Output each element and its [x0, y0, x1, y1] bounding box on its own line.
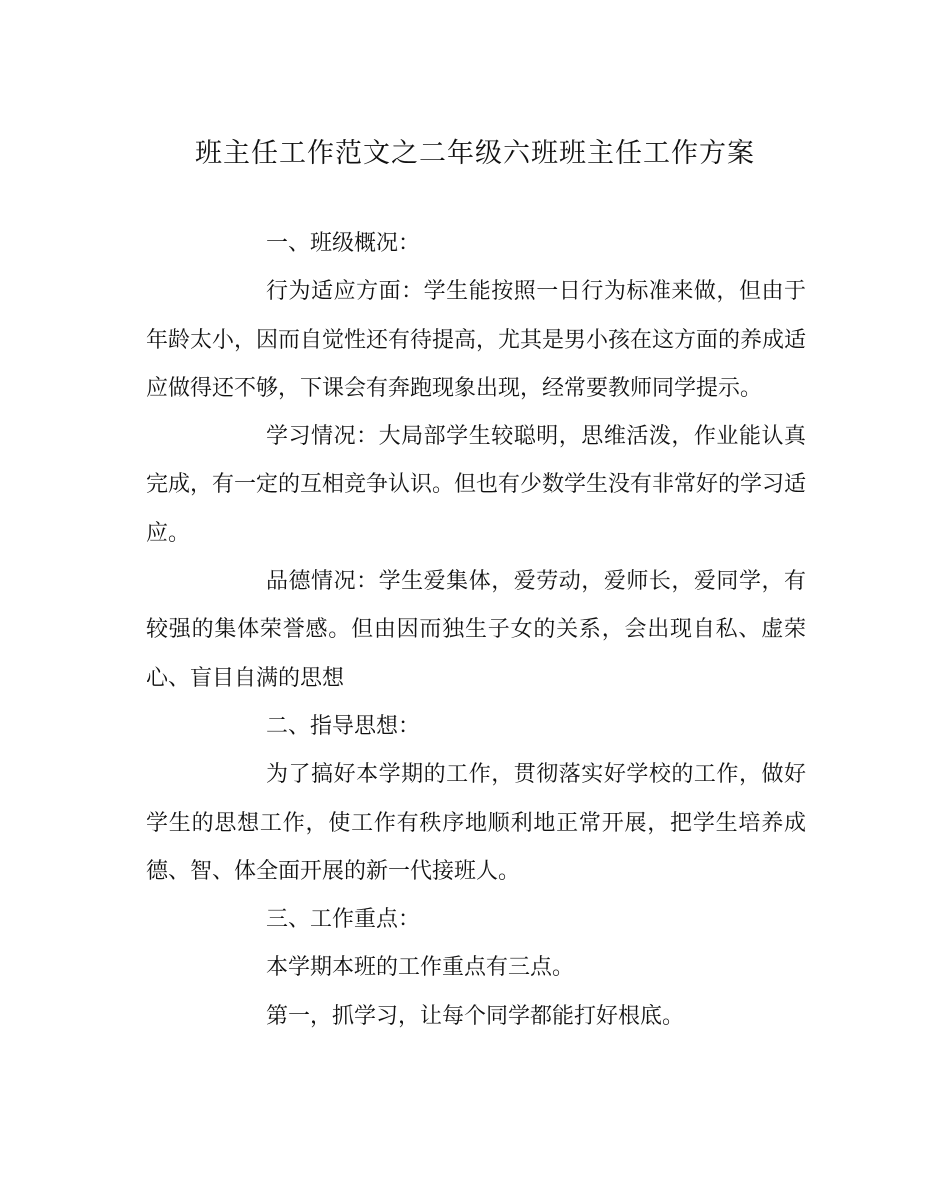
section-heading-work-focus: 三、工作重点： — [266, 907, 421, 933]
paragraph-guiding-ideology: 为了搞好本学期的工作，贯彻落实好学校的工作，做好学生的思想工作，使工作有秩序地顺利地正常开展，把学生培养成德、智、体全面开展的新一代接班人。 — [146, 762, 806, 884]
paragraph-work-focus-intro: 本学期本班的工作重点有三点。 — [266, 955, 575, 981]
paragraph-behavior-habits: 行为适应方面：学生能按照一日行为标准来做，但由于年龄太小，因而自觉性还有待提高，尤其是男小孩在这方面的养成适应做得还不够，下课会有奔跑现象出现，经常要教师同学提示。 — [146, 279, 807, 401]
paragraph-study-situation: 学习情况：大局部学生较聪明，思维活泼，作业能认真完成，有一定的互相竞争认识。但也有少数学生没有非常好的学习适应。 — [146, 424, 807, 546]
document-body — [146, 220, 806, 1041]
paragraph-moral-situation: 品德情况：学生爱集体，爱劳动，爱师长，爱同学，有较强的集体荣誉感。但由因而独生子女的关系，会出现自私、虚荣心、盲目自满的思想 — [146, 569, 806, 691]
document-title: 班主任工作范文之二年级六班班主任工作方案 — [195, 138, 755, 169]
section-heading-class-overview: 一、班级概况： — [266, 231, 421, 256]
section-heading-guiding-ideology: 二、指导思想： — [266, 713, 421, 739]
paragraph-focus-point-one: 第一，抓学习，让每个同学都能打好根底。 — [266, 1003, 685, 1029]
